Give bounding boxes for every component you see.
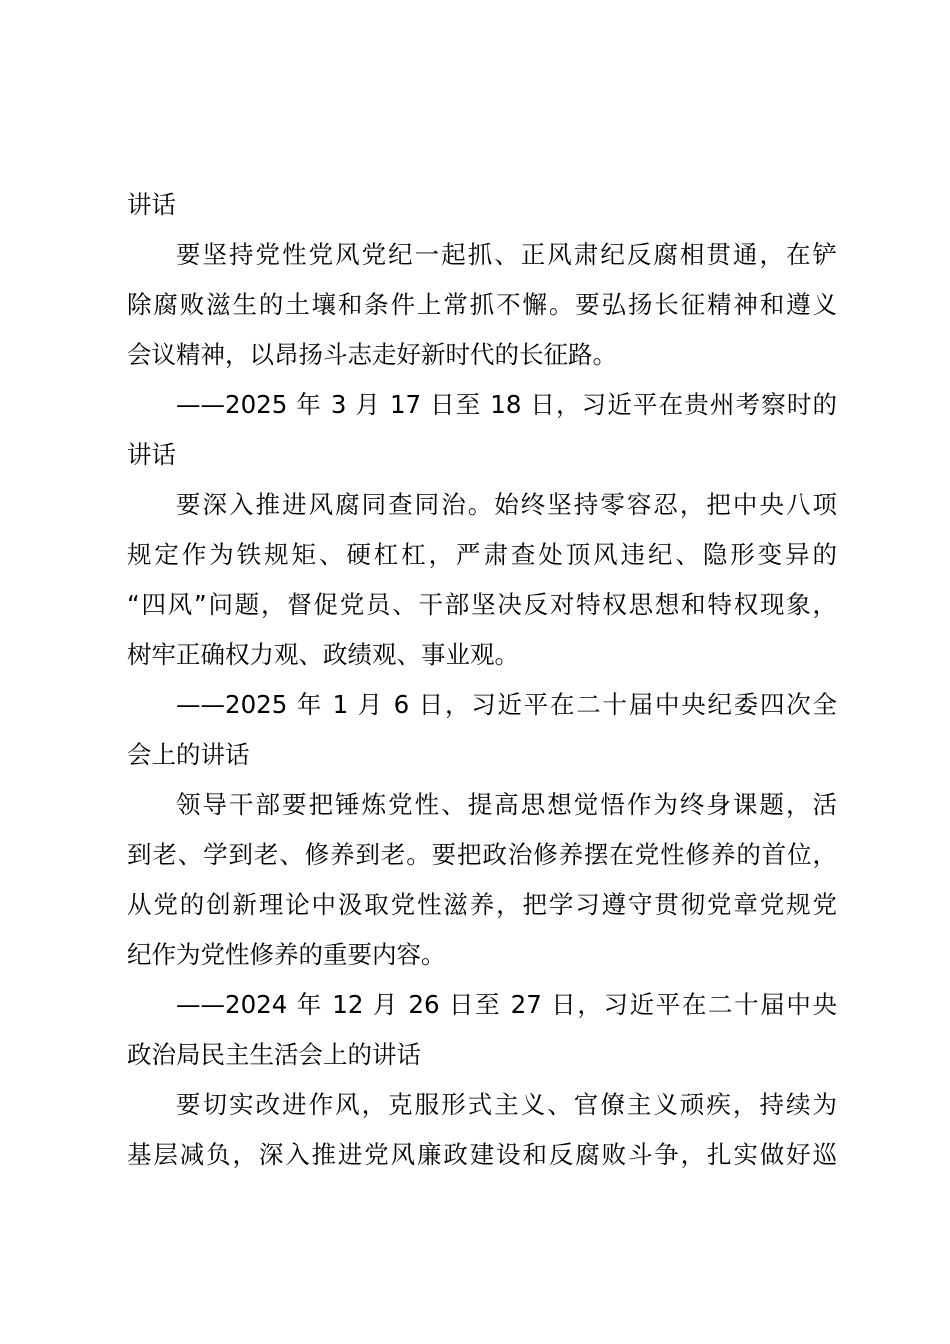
paragraph-first-line: 领导干部要把锤炼党性、提高思想觉悟作为终身课题，活 xyxy=(176,790,837,819)
paragraph-first-line: 要深入推进风腐同查同治。始终坚持零容忍，把中央八项 xyxy=(176,490,837,519)
text-line: 讲话 xyxy=(127,440,176,469)
text-line: 纪作为党性修养的重要内容。 xyxy=(127,940,446,969)
paragraph-first-line: 要切实改进作风，克服形式主义、官僚主义顽疾，持续为 xyxy=(176,1090,837,1119)
text-line: 会议精神，以昂扬斗志走好新时代的长征路。 xyxy=(127,340,617,369)
text-line: 到老、学到老、修养到老。要把政治修养摆在党性修养的首位， xyxy=(127,840,837,869)
text-line: 会上的讲话 xyxy=(127,740,250,769)
text-line: 规定作为铁规矩、硬杠杠，严肃查处顶风违纪、隐形变异的 xyxy=(127,540,837,569)
text-line: “四风”问题，督促党员、干部坚决反对特权思想和特权现象， xyxy=(127,590,837,619)
text-line: 基层减负，深入推进党风廉政建设和反腐败斗争，扎实做好巡 xyxy=(127,1140,837,1169)
text-line: 树牢正确权力观、政绩观、事业观。 xyxy=(127,640,519,669)
paragraph-first-line: 要坚持党性党风党纪一起抓、正风肃纪反腐相贯通，在铲 xyxy=(176,240,837,269)
quote-attribution: ——2024 年 12 月 26 日至 27 日，习近平在二十届中央 xyxy=(176,990,837,1019)
quote-attribution: ——2025 年 1 月 6 日，习近平在二十届中央纪委四次全 xyxy=(176,690,837,719)
quote-attribution: ——2025 年 3 月 17 日至 18 日，习近平在贵州考察时的 xyxy=(176,390,837,419)
text-line: 除腐败滋生的土壤和条件上常抓不懈。要弘扬长征精神和遵义 xyxy=(127,290,837,319)
text-line: 讲话 xyxy=(127,190,176,219)
text-line: 政治局民主生活会上的讲话 xyxy=(127,1040,421,1069)
text-line: 从党的创新理论中汲取党性滋养，把学习遵守贯彻党章党规党 xyxy=(127,890,837,919)
